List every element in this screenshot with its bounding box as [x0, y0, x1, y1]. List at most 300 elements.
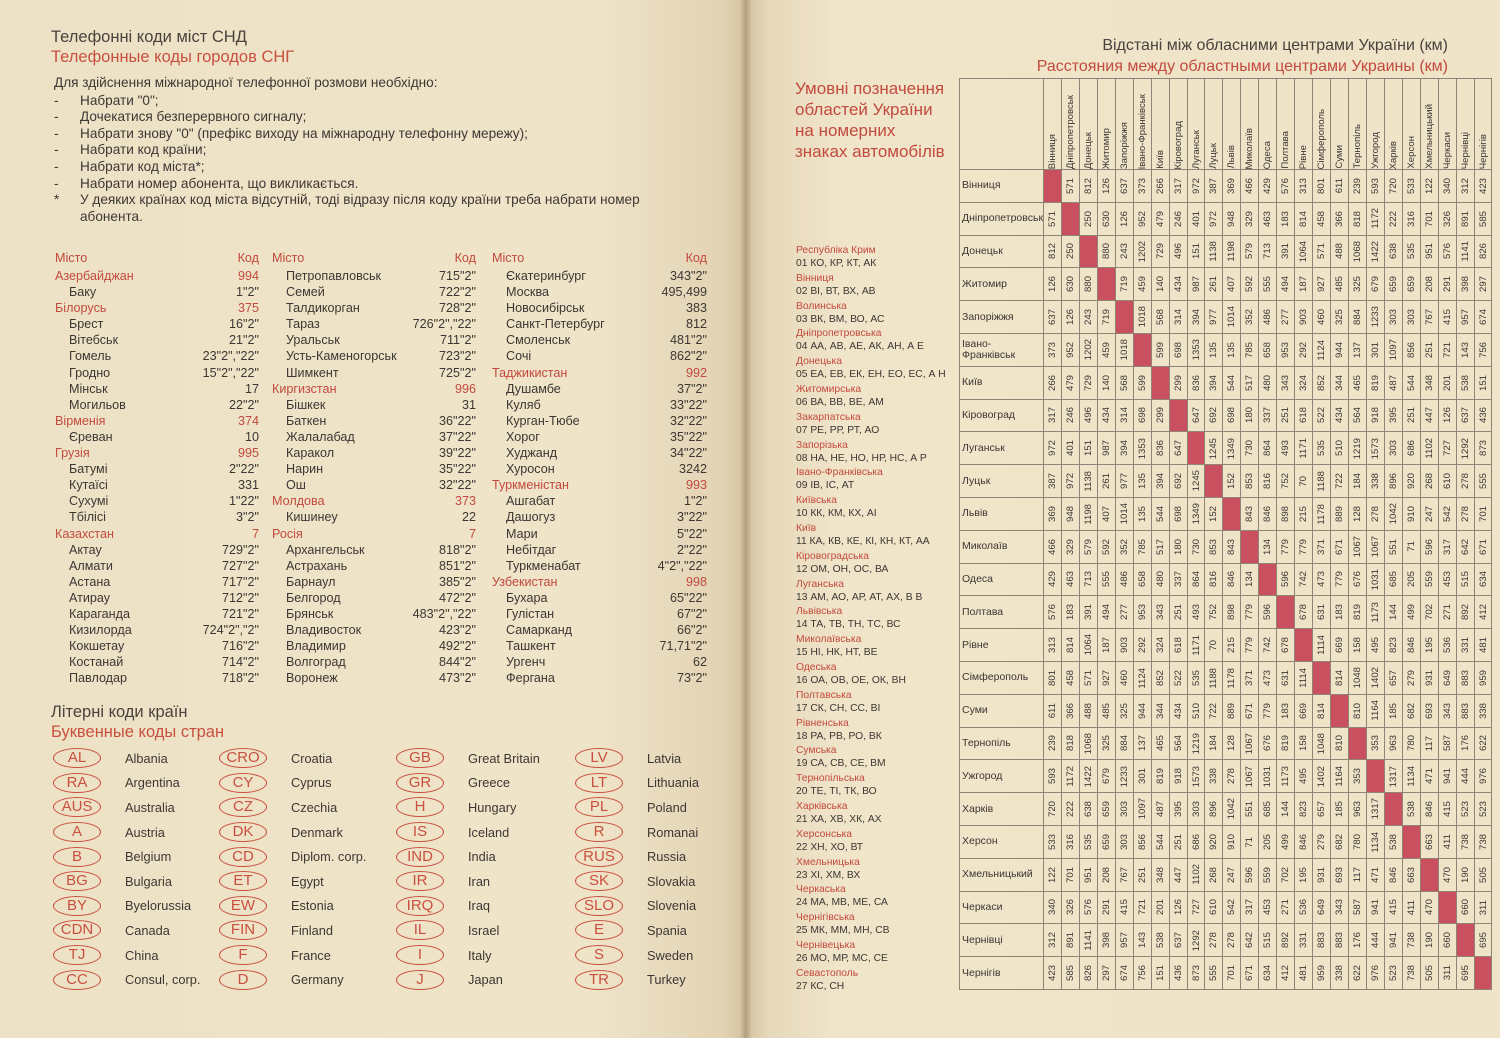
city-name: Астана: [69, 574, 111, 589]
distance-cell: [1348, 202, 1366, 235]
distance-cell: [1474, 858, 1492, 891]
city-row: [55, 638, 259, 654]
city-name: Караганда: [69, 606, 130, 621]
distance-value: 658: [1262, 341, 1274, 358]
distance-value: 495: [1369, 637, 1381, 654]
distance-value: 510: [1190, 702, 1202, 719]
distance-cell: [1044, 235, 1062, 268]
city-name: Уральськ: [286, 333, 340, 348]
distance-value: 522: [1172, 669, 1184, 686]
row-city-name: Кіровоград: [960, 399, 1044, 432]
city-codes-column-2: [272, 248, 476, 686]
distance-cell: [1331, 530, 1349, 563]
distance-cell: [1205, 202, 1223, 235]
country-letter-code: BG: [53, 871, 101, 891]
country-row: [272, 381, 476, 397]
distance-cell: [1079, 825, 1097, 858]
distance-cell: [1097, 760, 1115, 793]
distance-value: 279: [1316, 833, 1328, 850]
distance-cell: [1402, 432, 1420, 465]
distance-cell: [1223, 399, 1241, 432]
plate-region: Луганська: [796, 578, 844, 590]
distance-cell: [1384, 727, 1402, 760]
country-name: Byelorussia: [125, 898, 192, 914]
distance-cell: [1348, 825, 1366, 858]
country-name: Egypt: [291, 873, 324, 889]
distance-value: 610: [1441, 473, 1453, 490]
distance-value: 144: [1280, 801, 1292, 818]
distance-cell: [1474, 301, 1492, 334]
distance-cell: [1223, 924, 1241, 957]
distance-value: 190: [1423, 932, 1435, 949]
country-name: India: [468, 849, 496, 865]
distance-cell: [1151, 497, 1169, 530]
distance-cell: [1205, 793, 1223, 826]
distance-value: 496: [1172, 243, 1184, 260]
distance-cell: [1456, 727, 1474, 760]
distance-cell: [1241, 596, 1259, 629]
distance-value: 823: [1298, 801, 1310, 818]
distance-cell: [1331, 235, 1349, 268]
distance-cell: [1133, 530, 1151, 563]
distance-value: 266: [1154, 177, 1166, 194]
distance-cell: [1456, 235, 1474, 268]
distance-cell: [1169, 727, 1187, 760]
dial-code: 718"2": [222, 671, 259, 686]
distance-cell: [1456, 661, 1474, 694]
distance-cell: [1133, 301, 1151, 334]
distance-cell: [1133, 924, 1151, 957]
distance-cell: [1366, 957, 1384, 990]
distance-value: 1141: [1082, 929, 1094, 951]
distance-cell: [1133, 858, 1151, 891]
row-city-name: Харків: [960, 793, 1044, 826]
distance-value: 415: [1441, 309, 1453, 326]
distance-cell: [1097, 530, 1115, 563]
distance-cell: [1420, 825, 1438, 858]
distance-cell: [1420, 629, 1438, 662]
distance-value: 493: [1280, 440, 1292, 457]
distance-value: 551: [1387, 538, 1399, 555]
distance-value: 126: [1118, 210, 1130, 227]
distance-cell: [1133, 432, 1151, 465]
country-name: Belgium: [125, 849, 172, 865]
distance-cell: [1259, 957, 1277, 990]
distance-cell: [1402, 858, 1420, 891]
distance-row: [960, 366, 1492, 399]
plate-region: Житомирська: [796, 383, 862, 395]
distance-cell: [1079, 793, 1097, 826]
distance-value: 533: [1405, 177, 1417, 194]
distance-cell: [1313, 465, 1331, 498]
distance-cell: [1205, 924, 1223, 957]
distance-value: 941: [1387, 932, 1399, 949]
distance-cell: [1079, 170, 1097, 203]
distance-value: 299: [1172, 374, 1184, 391]
plate-region: Вінниця: [796, 272, 834, 284]
distance-value: 568: [1118, 374, 1130, 391]
country-letter-code: SLO: [575, 896, 623, 916]
distance-value: 637: [1172, 932, 1184, 949]
distance-value: 394: [1154, 473, 1166, 490]
distance-row: [960, 891, 1492, 924]
distance-value: 144: [1387, 604, 1399, 621]
distance-cell: [1474, 465, 1492, 498]
distance-value: 587: [1441, 735, 1453, 752]
dial-code: 423"2": [439, 623, 476, 638]
distance-cell: [1187, 891, 1205, 924]
letter-code-item: [53, 967, 200, 992]
distance-cell: [1313, 399, 1331, 432]
distance-cell: [1223, 268, 1241, 301]
distance-cell: [1097, 235, 1115, 268]
distance-cell: [1313, 727, 1331, 760]
plate-region: Севастополь: [796, 967, 859, 979]
distance-value: 972: [1047, 440, 1059, 457]
distance-value: 977: [1208, 309, 1220, 326]
row-city-name: Одеса: [960, 563, 1044, 596]
distance-cell: [1223, 170, 1241, 203]
letter-code-item: [396, 795, 540, 820]
column-city-name: Ужгород: [1369, 132, 1381, 169]
dial-code: 844"2": [439, 655, 476, 670]
distance-value: 187: [1100, 637, 1112, 654]
distance-cell: [1438, 202, 1456, 235]
col-city-header: Місто: [55, 251, 88, 265]
distance-cell: [1187, 957, 1205, 990]
distance-value: 883: [1459, 702, 1471, 719]
distance-cell: [1169, 202, 1187, 235]
distance-value: 918: [1369, 407, 1381, 424]
distance-cell: [1169, 432, 1187, 465]
distance-cell: [1097, 661, 1115, 694]
distance-row: [960, 661, 1492, 694]
distance-cell: [1438, 858, 1456, 891]
distance-column-header: [1366, 79, 1384, 170]
letter-code-item: [53, 869, 200, 894]
country-name: Iran: [468, 873, 491, 889]
distance-value: 676: [1351, 571, 1363, 588]
column-city-name: Суми: [1334, 145, 1346, 169]
letter-code-item: [53, 771, 200, 796]
distance-cell: [1348, 629, 1366, 662]
distance-value: 542: [1441, 505, 1453, 522]
distance-cell: [1187, 465, 1205, 498]
page-title: Телефонні коди міст СНД: [51, 28, 247, 46]
distance-cell: [1079, 399, 1097, 432]
distance-cell: [1097, 727, 1115, 760]
distance-cell: [1420, 301, 1438, 334]
letter-code-item: [396, 844, 540, 869]
distance-value: 538: [1387, 833, 1399, 850]
city-row: [272, 461, 476, 477]
distance-cell: [1402, 957, 1420, 990]
distance-cell: [1187, 399, 1205, 432]
plate-region: Республіка Крим: [796, 245, 876, 256]
distance-cell: [1115, 202, 1133, 235]
distance-value: 678: [1280, 637, 1292, 654]
city-name: Хуросон: [506, 462, 555, 477]
distance-cell: [1456, 170, 1474, 203]
row-city-name: Житомир: [960, 268, 1044, 301]
distance-value: 394: [1208, 374, 1220, 391]
distance-cell: [1348, 563, 1366, 596]
distance-value: 1164: [1369, 700, 1381, 721]
plate-codes: 01 КО, КР, КТ, АК: [796, 258, 877, 269]
country-letter-code: B: [53, 847, 101, 867]
city-name: Владивосток: [286, 623, 362, 638]
dial-code: 996: [454, 381, 476, 396]
distance-diagonal-cell: [1384, 793, 1402, 826]
distance-value: 1172: [1369, 208, 1381, 230]
distance-value: 436: [1172, 965, 1184, 982]
col-code-header: Код: [237, 251, 259, 265]
distance-value: 331: [1459, 637, 1471, 654]
distance-cell: [1295, 694, 1313, 727]
distance-cell: [1133, 596, 1151, 629]
letter-code-item: [575, 844, 699, 869]
row-city-name: Київ: [960, 366, 1044, 399]
distance-cell: [1348, 399, 1366, 432]
city-row: [272, 558, 476, 574]
distance-value: 190: [1459, 866, 1471, 883]
distance-value: 1134: [1369, 831, 1381, 853]
distance-cell: [1366, 563, 1384, 596]
distance-cell: [1169, 497, 1187, 530]
distance-value: 444: [1369, 932, 1381, 949]
row-city-name: Івано-Франківськ: [960, 333, 1044, 366]
dial-code: 729"2": [222, 542, 259, 557]
distance-value: 317: [1441, 538, 1453, 555]
row-city-name: Львів: [960, 497, 1044, 530]
instruction-text: Набрати знову "0" (префікс виходу на міжнародну телефонну мережу);: [80, 125, 528, 141]
distance-value: 398: [1100, 932, 1112, 949]
distance-value: 720: [1047, 801, 1059, 818]
city-row: [492, 558, 707, 574]
country-letter-code: CY: [219, 773, 267, 793]
distance-cell: [1295, 530, 1313, 563]
city-row: [272, 348, 476, 364]
distance-cell: [1277, 694, 1295, 727]
distance-value: 571: [1316, 243, 1328, 260]
letter-codes-column-2: [219, 746, 366, 992]
distance-value: 1573: [1190, 765, 1202, 787]
distance-cell: [1313, 825, 1331, 858]
dial-code: 472"2": [439, 590, 476, 605]
distance-cell: [1295, 366, 1313, 399]
distance-value: 411: [1405, 899, 1417, 916]
dial-code: 723"2": [439, 349, 476, 364]
distance-value: 698: [1136, 407, 1148, 424]
distance-diagonal-cell: [1151, 366, 1169, 399]
city-name: Кокшетау: [69, 639, 125, 654]
distance-cell: [1205, 825, 1223, 858]
distance-value: 959: [1477, 669, 1489, 686]
distance-cell: [1402, 399, 1420, 432]
dial-code: 65"22": [670, 590, 707, 605]
dial-code: 495,499: [661, 285, 707, 300]
distance-value: 836: [1190, 374, 1202, 391]
distance-value: 931: [1423, 669, 1435, 686]
letter-code-item: [575, 918, 699, 943]
distance-row: [960, 497, 1492, 530]
city-row: [492, 381, 707, 397]
distance-cell: [1438, 497, 1456, 530]
distance-cell: [1259, 924, 1277, 957]
distance-cell: [1061, 301, 1079, 334]
distance-cell: [1205, 301, 1223, 334]
distance-value: 883: [1334, 932, 1346, 949]
distance-cell: [1277, 301, 1295, 334]
dial-code: 15"2","22": [202, 365, 259, 380]
distance-value: 505: [1477, 866, 1489, 883]
letter-codes-column-1: [53, 746, 200, 992]
plate-region: Київ: [796, 522, 817, 534]
distance-cell: [1079, 694, 1097, 727]
distance-cell: [1384, 432, 1402, 465]
distance-value: 266: [1047, 374, 1059, 391]
plate-region: Чернівецька: [796, 939, 856, 951]
distance-cell: [1474, 924, 1492, 957]
plate-region: Тернопільська: [796, 773, 865, 785]
distance-cell: [1420, 268, 1438, 301]
distance-value: 1198: [1226, 241, 1238, 262]
distance-value: 137: [1136, 735, 1148, 752]
distance-value: 948: [1064, 505, 1076, 522]
distance-value: 671: [1477, 538, 1489, 555]
distance-cell: [1331, 465, 1349, 498]
distance-cell: [1133, 465, 1151, 498]
distance-value: 201: [1441, 374, 1453, 391]
distance-cell: [1205, 497, 1223, 530]
distance-value: 348: [1423, 374, 1435, 391]
distance-value: 326: [1441, 210, 1453, 227]
dial-code: 373: [454, 494, 476, 509]
distance-value: 891: [1459, 210, 1471, 227]
distance-cell: [1097, 333, 1115, 366]
distance-cell: [1169, 301, 1187, 334]
distance-value: 326: [1064, 899, 1076, 916]
plate-codes: 09 ІВ, ІС, АТ: [796, 480, 855, 492]
distance-cell: [1133, 366, 1151, 399]
city-name: Батумі: [69, 462, 108, 477]
distance-cell: [1384, 497, 1402, 530]
distance-cell: [1151, 858, 1169, 891]
country-letter-code: EW: [219, 896, 267, 916]
distance-diagonal-cell: [1061, 202, 1079, 235]
distance-value: 1067: [1369, 535, 1381, 558]
distance-cell: [1205, 957, 1223, 990]
distance-cell: [1402, 793, 1420, 826]
distance-row: [960, 465, 1492, 498]
letter-code-item: [396, 918, 540, 943]
distance-cell: [1420, 235, 1438, 268]
city-row: [272, 413, 476, 429]
instruction-marker: -: [54, 142, 59, 158]
country-name: Узбекистан: [492, 574, 558, 589]
distance-cell: [1115, 366, 1133, 399]
distance-value: 517: [1244, 374, 1256, 391]
distance-diagonal-cell: [1079, 235, 1097, 268]
distance-value: 387: [1208, 177, 1220, 194]
distance-cell: [1474, 563, 1492, 596]
distance-value: 277: [1280, 309, 1292, 326]
city-row: [272, 590, 476, 606]
distance-column-header: [1133, 79, 1151, 170]
column-city-name: Чернігів: [1477, 133, 1489, 169]
distance-cell: [1151, 268, 1169, 301]
distance-value: 201: [1154, 899, 1166, 916]
distance-value: 291: [1441, 276, 1453, 293]
book-gutter: [740, 0, 752, 1038]
distance-cell: [1079, 760, 1097, 793]
distance-value: 337: [1262, 407, 1274, 424]
distance-value: 535: [1316, 440, 1328, 457]
letter-code-item: [53, 844, 200, 869]
city-row: [55, 606, 259, 622]
distance-value: 151: [1154, 965, 1166, 982]
distance-value: 140: [1100, 374, 1112, 391]
distance-value: 780: [1405, 735, 1417, 752]
distance-cell: [1115, 333, 1133, 366]
distance-cell: [1115, 399, 1133, 432]
distance-value: 486: [1118, 571, 1130, 588]
distance-cell: [1044, 596, 1062, 629]
distance-cell: [1187, 563, 1205, 596]
distance-cell: [1402, 563, 1420, 596]
distance-value: 1422: [1082, 765, 1094, 787]
distance-diagonal-cell: [1223, 497, 1241, 530]
distance-cell: [1187, 793, 1205, 826]
distance-cell: [1187, 661, 1205, 694]
distance-cell: [1331, 924, 1349, 957]
distance-value: 698: [1172, 505, 1184, 522]
distance-value: 494: [1100, 604, 1112, 621]
distance-value: 752: [1280, 473, 1292, 490]
city-row: [492, 300, 707, 316]
distance-cell: [1115, 596, 1133, 629]
distance-cell: [1079, 596, 1097, 629]
distance-value: 592: [1100, 538, 1112, 555]
instruction-text: Набрати код міста*;: [80, 158, 205, 174]
distance-cell: [1313, 202, 1331, 235]
distance-row: [960, 694, 1492, 727]
distance-cell: [1079, 858, 1097, 891]
distance-cell: [1384, 465, 1402, 498]
distance-value: 340: [1047, 899, 1059, 916]
distance-cell: [1115, 825, 1133, 858]
distance-cell: [1079, 465, 1097, 498]
distance-cell: [1384, 596, 1402, 629]
distance-cell: [1348, 924, 1366, 957]
distance-cell: [1420, 760, 1438, 793]
distance-cell: [1474, 596, 1492, 629]
distance-value: 658: [1136, 571, 1148, 588]
distance-value: 576: [1047, 604, 1059, 621]
country-name: Білорусь: [55, 301, 107, 316]
country-name: Argentina: [125, 775, 180, 791]
distance-value: 1292: [1190, 929, 1202, 951]
distance-value: 801: [1316, 177, 1328, 194]
distance-value: 1014: [1118, 503, 1130, 525]
distance-value: 495: [1298, 768, 1310, 785]
city-name: Бухара: [506, 590, 548, 605]
distance-cell: [1331, 825, 1349, 858]
distance-value: 515: [1262, 932, 1274, 949]
row-city-name: Ужгород: [960, 760, 1044, 793]
country-letter-code: IND: [396, 847, 444, 867]
plate-codes: 27 КС, СН: [796, 980, 845, 992]
